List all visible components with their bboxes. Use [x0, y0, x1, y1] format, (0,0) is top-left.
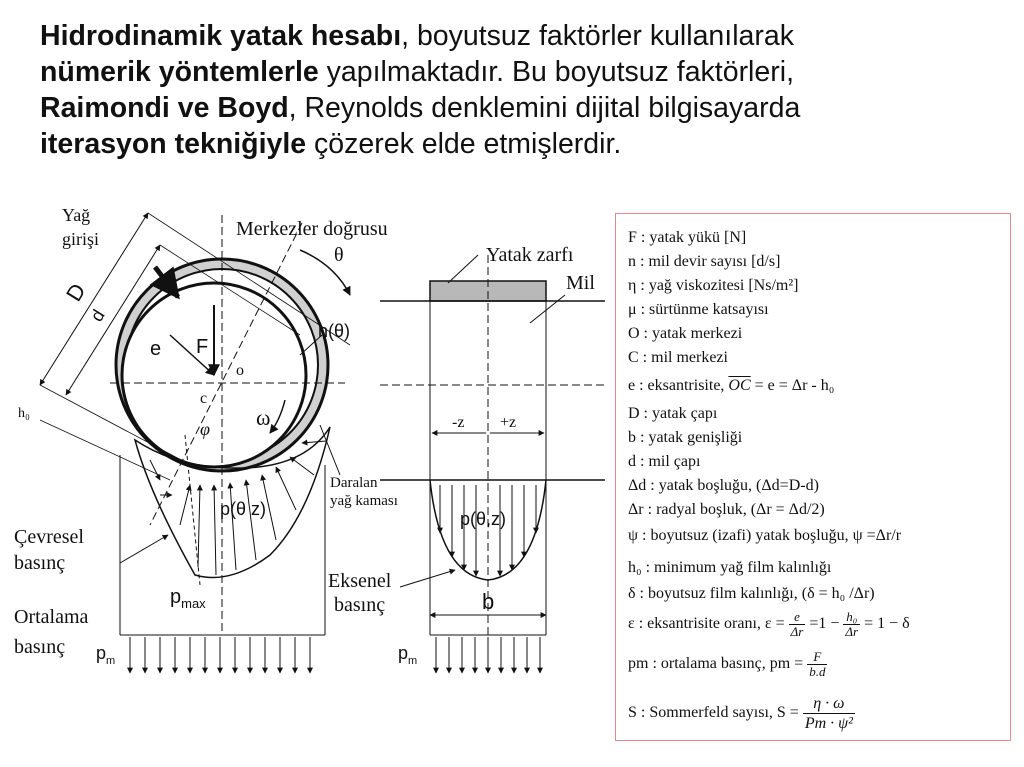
legend-D: D : yatak çapı: [628, 405, 718, 422]
label-circ-pressure-1: Çevresel: [14, 526, 84, 548]
symbol-legend: [615, 213, 1011, 741]
label-c: c: [200, 390, 208, 407]
label-b: b: [482, 589, 495, 614]
heading-line-3: [40, 90, 1000, 126]
legend-delta: δ : boyutsuz film kalınlığı, (δ = h₀ /Δr): [628, 585, 875, 602]
label-avg-pressure-1: Ortalama: [14, 606, 89, 628]
legend-O: O : yatak merkezi: [628, 325, 743, 342]
legend-psi: ψ : boyutsuz (izafi) yatak boşluğu, ψ =Δr/r: [628, 527, 902, 544]
legend-n: n : mil devir sayısı [d/s]: [628, 253, 781, 270]
eps-frac-1-num: e: [789, 610, 806, 625]
label-shell: Yatak zarfı: [486, 244, 574, 266]
heading-line-1: [40, 18, 1000, 54]
label-axial-pressure-2: basınç: [334, 594, 386, 616]
legend-eps: [628, 610, 910, 639]
label-F: F: [196, 336, 209, 358]
eps-frac-1-den: Δr: [790, 624, 804, 639]
legend-pm: [628, 650, 827, 679]
label-oil-inlet-2: girişi: [62, 229, 100, 249]
legend-pm-frac: [807, 650, 827, 679]
label-D: D: [61, 278, 91, 306]
label-shaft: Mil: [566, 272, 595, 294]
label-h0: h₀: [18, 406, 30, 421]
legend-dd: Δd : yatak boşluğu, (Δd=D-d): [628, 477, 819, 494]
mean-pressure-arrows-left: [130, 637, 310, 673]
label-d: d: [86, 306, 109, 326]
label-o: o: [236, 362, 244, 379]
heading-bold-2: nümerik yöntemlerle: [40, 56, 319, 88]
heading-bold-4: iterasyon tekniğiyle: [40, 128, 307, 160]
legend-eps-frac-2: [843, 610, 860, 639]
legend-S: [628, 694, 855, 733]
S-frac-den: Pm · ψ²: [804, 715, 853, 732]
label-phi: φ: [200, 419, 210, 439]
heading: [40, 18, 1000, 162]
label-h-theta: h(θ): [318, 321, 351, 341]
narrowing-leader: [320, 425, 340, 475]
heading-text-3: , Reynolds denklemini dijital bilgisayarda: [288, 92, 801, 124]
legend-d: d : mil çapı: [628, 453, 701, 470]
label-oil-inlet-1: Yağ: [62, 205, 91, 225]
label-axial-pressure-1: Eksenel: [328, 570, 392, 592]
label-narrowing-2: yağ kaması: [330, 493, 398, 509]
label-plus-z: +z: [500, 414, 517, 431]
label-minus-z: -z: [452, 414, 465, 431]
label-e: e: [150, 338, 162, 360]
heading-bold-1: Hidrodinamik yatak hesabı: [40, 20, 402, 52]
legend-C: C : mil merkezi: [628, 349, 728, 366]
legend-pm-label: pm : ortalama basınç, pm =: [628, 655, 804, 673]
legend-b: b : yatak genişliği: [628, 429, 743, 446]
heading-text-2: yapılmaktadır. Bu boyutsuz faktörleri,: [318, 56, 794, 88]
legend-e-eq: = e = Δr - h₀: [754, 377, 835, 394]
legend-e-label: e : eksantrisite,: [628, 377, 725, 394]
legend-eta: η : yağ viskozitesi [Ns/m²]: [628, 277, 799, 294]
legend-F: F : yatak yükü [N]: [628, 229, 747, 246]
label-centers-line: Merkezler doğrusu: [236, 218, 388, 240]
eps-frac-2-num: h₀: [843, 610, 860, 625]
label-p-theta-z-right: p(θ,z): [460, 509, 507, 529]
label-p-theta-z-left: p(θ z): [220, 499, 267, 519]
heading-line-2: [40, 54, 1000, 90]
legend-eps-mid: =1 −: [809, 615, 840, 633]
pm-frac-den: b.d: [809, 664, 826, 679]
legend-eps-frac-1: [789, 610, 806, 639]
mean-pressure-arrows-right: [436, 637, 540, 673]
label-narrowing-1: Daralan: [330, 475, 378, 491]
heading-line-4: [40, 126, 1000, 162]
legend-mu: μ : sürtünme katsayısı: [628, 301, 769, 318]
axial-pressure-leader: [400, 570, 455, 587]
circumferential-leader: [120, 535, 168, 563]
eps-frac-2-den: Δr: [845, 624, 859, 639]
label-pm-right: $p_m$: [398, 643, 418, 667]
label-omega: ω: [256, 405, 271, 430]
shell-leader: [448, 255, 478, 283]
legend-S-label: S : Sommerfeld sayısı, S =: [628, 704, 799, 722]
diagram-labels: [14, 205, 595, 667]
heading-bold-3: Raimondi ve Boyd: [40, 92, 289, 124]
pm-frac-num: F: [807, 650, 827, 665]
legend-e-oc: $\overline{OC}$: [728, 377, 751, 394]
bearing-diagram: [0, 195, 610, 690]
heading-text-4: çözerek elde etmişlerdir.: [306, 128, 622, 160]
legend-h0: h₀ : minimum yağ film kalınlığı: [628, 559, 832, 576]
legend-eps-end: = 1 − δ: [864, 615, 910, 633]
legend-e: [628, 376, 834, 396]
label-theta: θ: [334, 244, 344, 266]
label-avg-pressure-2: basınç: [14, 636, 66, 658]
legend-dr: Δr : radyal boşluk, (Δr = Δd/2): [628, 501, 825, 518]
label-circ-pressure-2: basınç: [14, 552, 66, 574]
legend-eps-label: ε : eksantrisite oranı, ε =: [628, 615, 785, 633]
heading-text-1: , boyutsuz faktörler kullanılarak: [401, 20, 794, 52]
label-pmax: $p_{max}$: [170, 586, 206, 611]
legend-S-frac: [803, 694, 855, 733]
S-frac-num: η · ω: [803, 694, 855, 714]
label-pm-left: $p_m$: [96, 643, 116, 667]
